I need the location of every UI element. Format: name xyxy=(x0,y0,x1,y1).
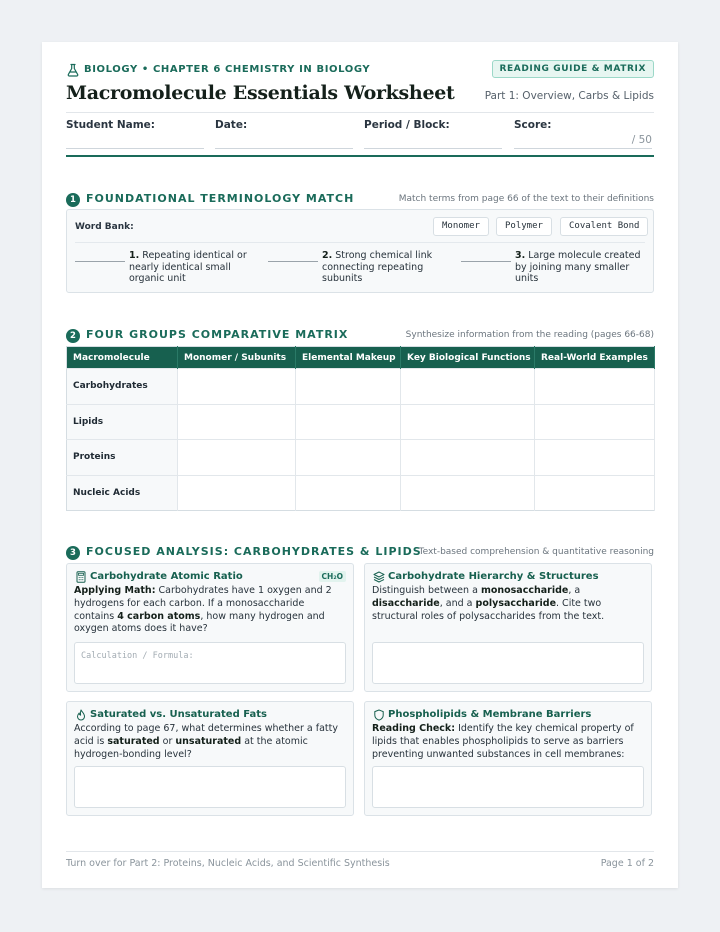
answer-cell[interactable] xyxy=(401,404,535,440)
flame-icon xyxy=(75,709,87,721)
answer-cell[interactable] xyxy=(535,404,655,440)
formula-badge: CH₂O xyxy=(319,571,346,582)
date-field[interactable] xyxy=(215,119,353,149)
word-chip: Covalent Bond xyxy=(560,217,648,236)
answer-cell[interactable] xyxy=(535,475,655,511)
course-eyebrow: BIOLOGY • CHAPTER 6 CHEMISTRY IN BIOLOGY xyxy=(84,64,371,75)
section-number: 2 xyxy=(66,329,80,343)
section-1-header xyxy=(66,192,654,208)
answer-cell[interactable] xyxy=(296,369,401,405)
answer-blank[interactable] xyxy=(75,261,125,262)
row-label: Proteins xyxy=(67,440,178,476)
table-row xyxy=(67,404,655,440)
answer-cell[interactable] xyxy=(401,440,535,476)
card-title: Carbohydrate Atomic Ratio xyxy=(90,571,243,582)
date-label: Date: xyxy=(215,119,248,131)
section-number: 3 xyxy=(66,546,80,560)
flask-icon xyxy=(66,63,80,77)
answer-cell[interactable] xyxy=(296,475,401,511)
answer-cell[interactable] xyxy=(178,440,296,476)
section-number: 1 xyxy=(66,193,80,207)
score-max: / 50 xyxy=(631,134,652,146)
table-row xyxy=(67,369,655,405)
header-top xyxy=(66,62,654,82)
card-phospholipids xyxy=(364,701,652,816)
card-title: Phospholipids & Membrane Barriers xyxy=(388,709,592,720)
answer-cell[interactable] xyxy=(178,404,296,440)
definition-number: 1. xyxy=(129,250,140,261)
terminology-box xyxy=(66,209,654,293)
page-title: Macromolecule Essentials Worksheet xyxy=(66,82,455,104)
score-field[interactable] xyxy=(514,119,652,149)
student-name-field[interactable] xyxy=(66,119,204,149)
definition-number: 3. xyxy=(515,250,526,261)
calculation-answer-box[interactable] xyxy=(74,642,346,684)
section-note: Text-based comprehension & quantitative reasoning xyxy=(418,547,654,557)
definition-number: 2. xyxy=(322,250,333,261)
column-header: Macromolecule xyxy=(67,347,178,369)
card-title: Carbohydrate Hierarchy & Structures xyxy=(388,571,599,582)
header-rule xyxy=(66,155,654,157)
page-number: Page 1 of 2 xyxy=(600,858,654,869)
answer-box[interactable] xyxy=(74,766,346,808)
column-header: Key Biological Functions xyxy=(401,347,535,369)
definition-text: Strong chemical link connecting repeating subunits xyxy=(322,250,433,284)
section-title: FOUNDATIONAL TERMINOLOGY MATCH xyxy=(86,192,355,205)
answer-cell[interactable] xyxy=(296,440,401,476)
answer-cell[interactable] xyxy=(178,475,296,511)
definition-text: Large molecule created by joining many smaller units xyxy=(515,250,641,284)
layers-icon xyxy=(373,571,385,583)
matrix-header-row xyxy=(67,347,655,369)
table-row xyxy=(67,440,655,476)
comparative-matrix xyxy=(66,346,655,511)
answer-placeholder: Calculation / Formula: xyxy=(81,651,194,661)
column-header: Real-World Examples xyxy=(535,347,655,369)
answer-cell[interactable] xyxy=(535,369,655,405)
page-subtitle: Part 1: Overview, Carbs & Lipids xyxy=(484,90,654,102)
answer-box[interactable] xyxy=(372,642,644,684)
period-label: Period / Block: xyxy=(364,119,450,131)
section-note: Synthesize information from the reading (pages 66-68) xyxy=(405,330,654,340)
card-atomic-ratio xyxy=(66,563,354,692)
answer-box[interactable] xyxy=(372,766,644,808)
worksheet-page xyxy=(42,42,678,888)
word-chip: Polymer xyxy=(496,217,552,236)
card-hierarchy xyxy=(364,563,652,692)
section-title: FOUR GROUPS COMPARATIVE MATRIX xyxy=(86,328,349,341)
divider xyxy=(75,242,645,243)
footer-note: Turn over for Part 2: Proteins, Nucleic Acids, and Scientific Synthesis xyxy=(66,858,390,869)
section-title: FOCUSED ANALYSIS: CARBOHYDRATES & LIPIDS xyxy=(86,545,422,558)
card-prompt: Reading Check: Identify the key chemical property of lipids that enables phospholipids to serve as barriers preventing unwanted substances in cell membranes: xyxy=(372,723,634,760)
answer-blank[interactable] xyxy=(268,261,318,262)
answer-blank[interactable] xyxy=(461,261,511,262)
section-2-header xyxy=(66,328,654,344)
table-row xyxy=(67,475,655,511)
card-prompt: Distinguish between a monosaccharide, a disaccharide, and a polysaccharide. Cite two structural roles of polysaccharides from the text. xyxy=(372,585,605,622)
answer-cell[interactable] xyxy=(401,369,535,405)
column-header: Monomer / Subunits xyxy=(178,347,296,369)
student-name-label: Student Name: xyxy=(66,119,155,131)
row-label: Carbohydrates xyxy=(67,369,178,405)
answer-cell[interactable] xyxy=(401,475,535,511)
guide-badge: READING GUIDE & MATRIX xyxy=(492,60,654,78)
row-label: Lipids xyxy=(67,404,178,440)
answer-cell[interactable] xyxy=(178,369,296,405)
card-title: Saturated vs. Unsaturated Fats xyxy=(90,709,267,720)
card-prompt: Applying Math: Carbohydrates have 1 oxygen and 2 hydrogens for each carbon. If a monosaccharide contains 4 carbon atoms, how many hydrogen and oxygen atoms does it have? xyxy=(74,585,332,635)
shield-icon xyxy=(373,709,385,721)
answer-cell[interactable] xyxy=(535,440,655,476)
score-label: Score: xyxy=(514,119,552,131)
column-header: Elemental Makeup xyxy=(296,347,401,369)
row-label: Nucleic Acids xyxy=(67,475,178,511)
footer-divider xyxy=(66,851,654,852)
answer-cell[interactable] xyxy=(296,404,401,440)
word-bank-label: Word Bank: xyxy=(75,222,134,232)
card-prompt: According to page 67, what determines whether a fatty acid is saturated or unsaturated at the atomic hydrogen-bonding level? xyxy=(74,723,339,760)
card-fats xyxy=(66,701,354,816)
period-field[interactable] xyxy=(364,119,502,149)
calculator-icon xyxy=(75,571,87,583)
word-chip: Monomer xyxy=(433,217,489,236)
section-3-header xyxy=(66,545,654,561)
section-note: Match terms from page 66 of the text to their definitions xyxy=(398,194,654,204)
divider xyxy=(66,112,654,113)
definition-text: Repeating identical or nearly identical small organic unit xyxy=(129,250,247,284)
